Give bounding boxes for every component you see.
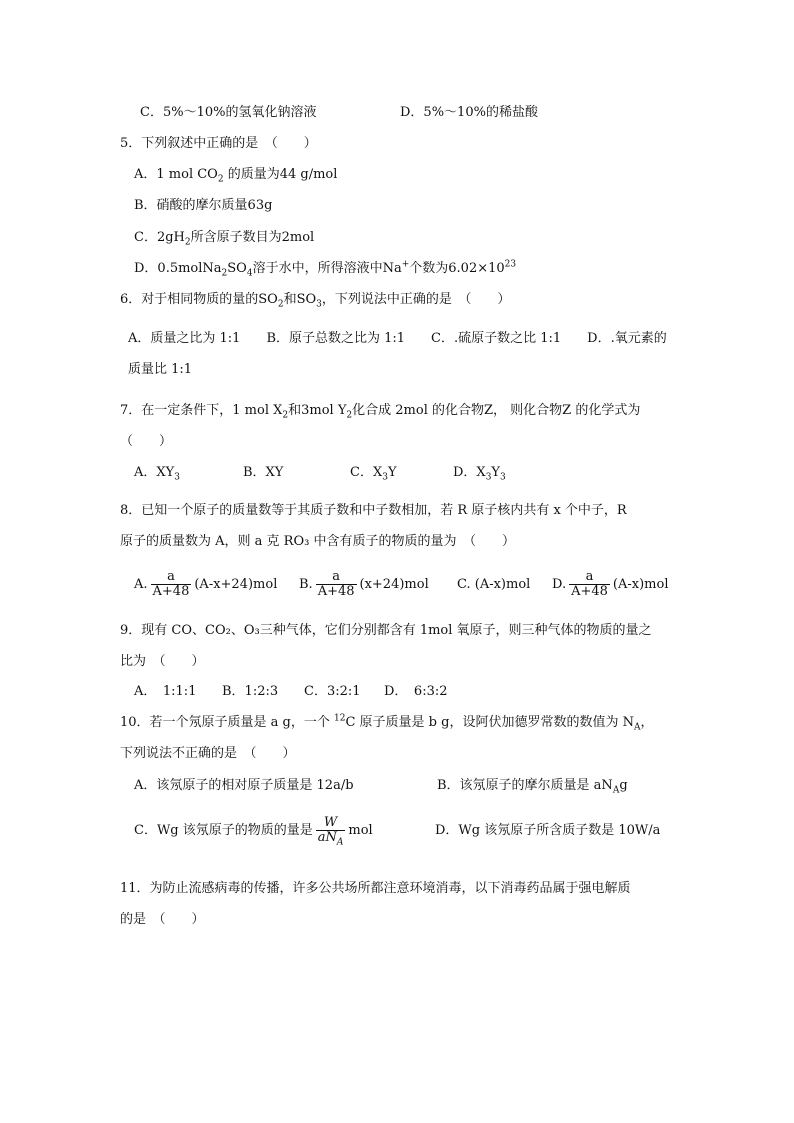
- q6-stem: 6．对于相同物质的量的$SO_2$和$SO_3$，下列说法中正确的是 （ ）: [120, 292, 511, 310]
- q5-option-b: B．硝酸的摩尔质量63g: [134, 198, 273, 213]
- q10-option-b: B．该氖原子的摩尔质量是 $aN_Ag$: [437, 778, 628, 796]
- q6-options: A．质量之比为 1:1 B．原子总数之比为 1:1 C．.硫原子数之比 1:1 D．.氧元素的: [128, 331, 667, 346]
- q8-fraction: $\frac{a}{A+48}$: [317, 569, 355, 599]
- q9-option-d: D． 6:3:2: [384, 684, 448, 699]
- q8-fraction: $\frac{a}{A+48}$: [571, 569, 608, 599]
- q7-stem: 7．在一定条件下，1 mol $X_2$和3mol $Y_2$化合成 2mol 的化合物Z， 则化合物Z 的化学式为: [120, 403, 641, 421]
- q4-option-c: C．5%～10%的氢氧化钠溶液: [140, 105, 317, 120]
- q4-option-d: D．5%～10%的稀盐酸: [400, 105, 538, 120]
- q9-option-c: C．3:2:1: [304, 684, 361, 699]
- q8-option-a: A. $\frac{a}{A+48}$ (A-x+24)mol: [134, 569, 278, 599]
- q5-option-a: A．1 mol $CO_2$ 的质量为44 g/mol: [134, 167, 338, 185]
- q7-option-c: C．$X_3Y$: [350, 465, 397, 483]
- q8-option-b: B. $\frac{a}{A+48}$ (x+24)mol: [299, 569, 429, 599]
- q11-stem-line1: 11．为防止流感病毒的传播，许多公共场所都注意环境消毒，以下消毒药品属于强电解质: [120, 881, 631, 896]
- q7-option-b: B．XY: [243, 465, 284, 480]
- q8-stem-line2: 原子的质量数为 A，则 a 克 RO₃ 中含有质子的物质的量为 （ ）: [120, 534, 515, 549]
- q7-answer-paren: （ ）: [120, 434, 173, 449]
- q9-stem-line2: 比为 （ ）: [120, 654, 205, 669]
- q7-option-d: D．$X_3Y_3$: [453, 465, 506, 483]
- q8-option-d: D. $\frac{a}{A+48}$ (A-x)mol: [552, 569, 669, 599]
- q11-stem-line2: 的是 （ ）: [120, 912, 205, 927]
- q9-stem-line1: 9．现有 CO、CO₂、O₃三种气体，它们分别都含有 1mol 氧原子，则三种气体的物质的量之: [120, 623, 652, 638]
- q5-option-d: D．$0.5molNa_2SO_4$溶于水中，所得溶液中Na+个数为$6.02\times 10^{23}$: [134, 259, 517, 279]
- q9-option-a: A． 1:1:1: [134, 684, 197, 699]
- q10-option-c: C．Wg 该氖原子的物质的量是 $\frac{W}{aN_A}$ mol: [134, 815, 373, 848]
- q8-stem-line1: 8．已知一个原子的质量数等于其质子数和中子数相加，若 R 原子核内共有 x 个中子，R: [120, 503, 627, 518]
- q10-stem-line1: 10．若一个氖原子质量是 a g，一个 $^{12}$C 原子质量是 b g，设阿伏加德罗常数的数值为 $N_A$，: [120, 713, 654, 733]
- q8-fraction: $\frac{a}{A+48}$: [152, 569, 190, 599]
- q10-option-a: A．该氖原子的相对原子质量是 12a/b: [134, 778, 354, 793]
- q8-option-c: C. (A-x)mol: [457, 577, 531, 592]
- q10-fraction: $\frac{W}{aN_A}$: [317, 815, 344, 848]
- q10-stem-line2: 下列说法不正确的是 （ ）: [120, 746, 296, 761]
- q10-option-d: D．Wg 该氖原子所含质子数是 10W/a: [435, 823, 661, 838]
- q5-option-c: C．$2gH_2$所含原子数目为2mol: [134, 230, 315, 248]
- q5-stem: 5．下列叙述中正确的是 （ ）: [120, 136, 317, 151]
- q7-option-a: A．$XY_3$: [134, 465, 180, 483]
- q9-option-b: B．1:2:3: [222, 684, 279, 699]
- q6-option-d-continued: 质量比 1:1: [128, 362, 193, 377]
